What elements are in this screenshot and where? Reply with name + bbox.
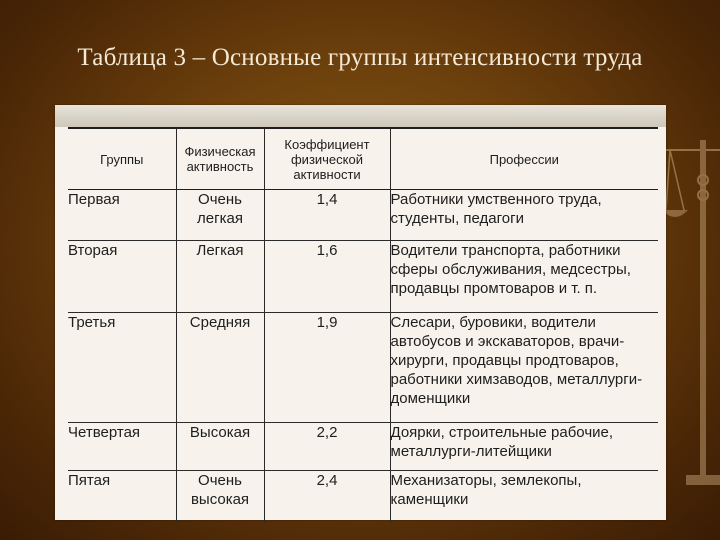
header-group: Группы bbox=[68, 128, 176, 190]
cell-coefficient: 2,4 bbox=[264, 471, 390, 523]
cell-coefficient: 1,6 bbox=[264, 241, 390, 313]
cell-activity: Средняя bbox=[176, 313, 264, 423]
scales-of-justice-graphic bbox=[660, 120, 720, 500]
cell-activity: Очень легкая bbox=[176, 190, 264, 241]
cell-group: Первая bbox=[68, 190, 176, 241]
table-row bbox=[68, 423, 658, 471]
cell-group: Третья bbox=[68, 313, 176, 423]
header-professions: Профессии bbox=[390, 128, 658, 190]
cell-activity: Высокая bbox=[176, 423, 264, 471]
cell-professions: Водители транспорта, работники сферы обслуживания, медсестры, продавцы промтоваров и т. п. bbox=[390, 241, 658, 313]
cell-activity: Очень высокая bbox=[176, 471, 264, 523]
cell-coefficient: 1,9 bbox=[264, 313, 390, 423]
scan-strip bbox=[55, 105, 666, 127]
cell-professions: Слесари, буровики, водители автобусов и экскаваторов, врачи- хирурги, продавцы продтоваров, работники химзаводов, металлурги- доменщики bbox=[390, 313, 658, 423]
header-row bbox=[68, 128, 658, 190]
cell-professions: Доярки, строительные рабочие, металлурги-литейщики bbox=[390, 423, 658, 471]
cell-coefficient: 1,4 bbox=[264, 190, 390, 241]
cell-activity: Легкая bbox=[176, 241, 264, 313]
cell-professions: Механизаторы, землекопы, каменщики bbox=[390, 471, 658, 523]
header-coefficient: Коэффициент физической активности bbox=[264, 128, 390, 190]
table-row bbox=[68, 471, 658, 523]
cell-group: Вторая bbox=[68, 241, 176, 313]
header-activity: Физическая активность bbox=[176, 128, 264, 190]
slide-title: Таблица 3 – Основные группы интенсивности труда bbox=[77, 44, 643, 71]
intensity-table bbox=[68, 127, 658, 523]
cell-coefficient: 2,2 bbox=[264, 423, 390, 471]
table-image bbox=[55, 105, 666, 520]
table-row bbox=[68, 190, 658, 241]
cell-professions: Работники умственного труда, студенты, педагоги bbox=[390, 190, 658, 241]
table-row bbox=[68, 241, 658, 313]
table-row bbox=[68, 313, 658, 423]
cell-group: Пятая bbox=[68, 472, 111, 489]
cell-group: Четвертая bbox=[68, 423, 176, 471]
